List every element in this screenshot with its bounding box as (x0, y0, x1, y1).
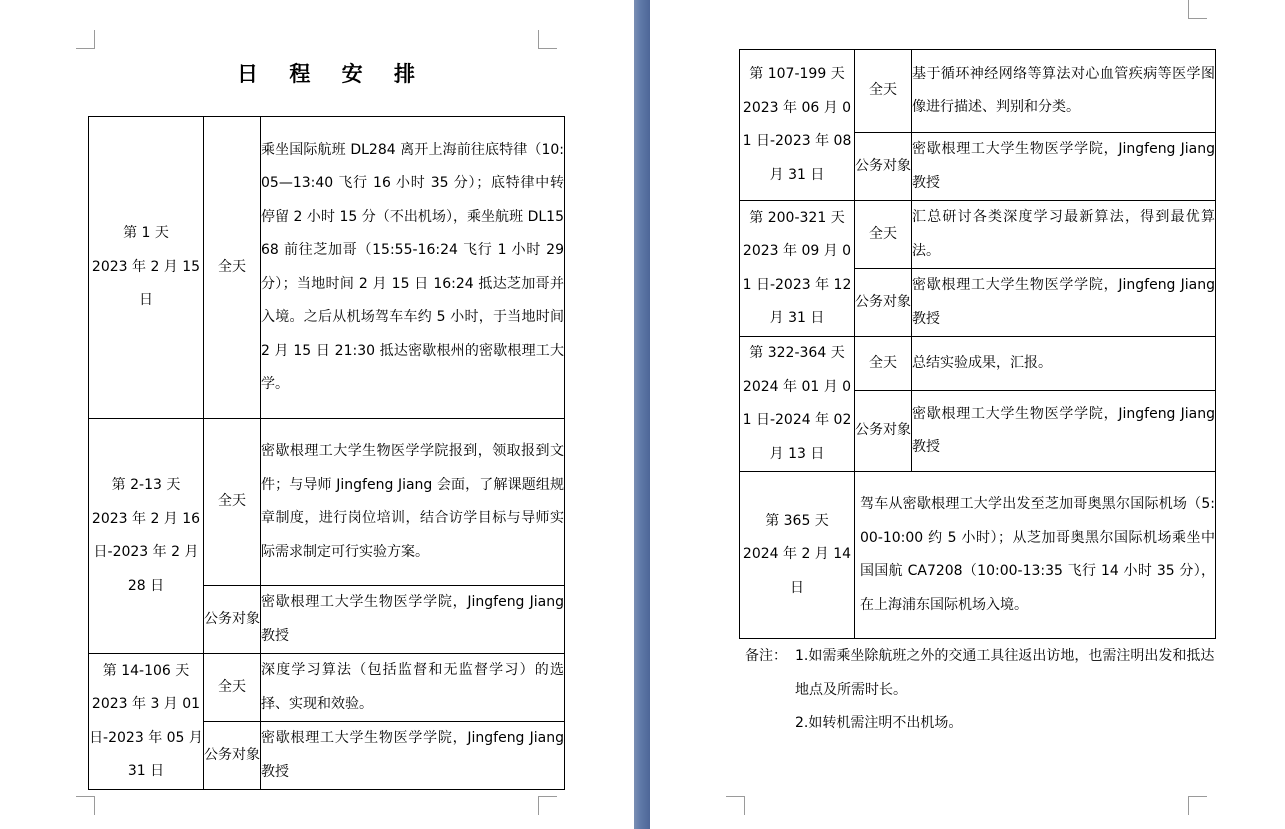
table-row (740, 337, 1216, 391)
day-cell (89, 117, 204, 419)
crop-mark (76, 30, 95, 49)
full-day-content: 乘坐国际航班 DL284 离开上海前往底特律（10:05—13:40 飞行 16 小时 35 分）；底特律中转停留 2 小时 15 分（不出机场），乘坐航班 DL1568 前往芝加哥（15:55-16:24 飞行 1 小时 29 分）；当地时间 2 月 15 日 16:24 抵达芝加哥并入境。之后从机场驾车车约 5 小时，于当地时间 2 月 15 日 21:30 抵达密歇根州的密歇根理工大学。 (261, 117, 565, 419)
label-official-contact: 公务对象 (855, 269, 912, 337)
label-full-day: 全天 (204, 654, 261, 722)
day-range: 第 1 天 (123, 225, 169, 242)
crop-mark (1188, 0, 1207, 19)
full-day-content: 基于循环神经网络等算法对心血管疾病等医学图像进行描述、判别和分类。 (912, 50, 1216, 133)
day-range: 第 322-364 天 (749, 345, 845, 361)
note-text: 1.如需乘坐除航班之外的交通工具往返出访地，也需注明出发和抵达地点及所需时长。 (795, 648, 1215, 698)
full-day-content: 总结实验成果，汇报。 (912, 337, 1216, 391)
document-title: 日 程 安 排 (237, 62, 427, 86)
label-official-contact: 公务对象 (855, 391, 912, 472)
crop-mark (538, 796, 557, 815)
full-day-content: 深度学习算法（包括监督和无监督学习）的选择、实现和效验。 (261, 654, 565, 722)
label-full-day: 全天 (855, 50, 912, 133)
day-cell (89, 419, 204, 654)
page-divider (634, 0, 650, 829)
crop-mark (538, 30, 557, 49)
day-range: 第 14-106 天 (102, 662, 190, 679)
label-full-day: 全天 (855, 201, 912, 269)
crop-mark (1188, 796, 1207, 815)
official-contact-content: 密歇根理工大学生物医学学院，Jingfeng Jiang 教授 (912, 269, 1216, 337)
official-contact-content: 密歇根理工大学生物医学学院，Jingfeng Jiang 教授 (261, 586, 565, 654)
day-cell (740, 201, 855, 337)
day-cell (740, 50, 855, 201)
note-item: 2.如转机需注明不出机场。 (795, 715, 963, 731)
label-full-day: 全天 (204, 117, 261, 419)
crop-mark (76, 796, 95, 815)
crop-mark (726, 796, 745, 815)
date-range: 2023 年 2 月 15 日 (91, 258, 201, 309)
date-range: 2024 年 2 月 14 日 (742, 546, 852, 596)
notes-label: 备注： (745, 648, 787, 664)
day-cell (740, 472, 855, 639)
label-official-contact: 公务对象 (204, 722, 261, 790)
notes-section (745, 640, 1215, 741)
schedule-table-left (88, 116, 565, 790)
full-day-content: 汇总研讨各类深度学习最新算法，得到最优算法。 (912, 201, 1216, 269)
official-contact-content: 密歇根理工大学生物医学学院，Jingfeng Jiang 教授 (912, 133, 1216, 201)
day-cell (740, 337, 855, 472)
official-contact-content: 密歇根理工大学生物医学学院，Jingfeng Jiang 教授 (261, 722, 565, 790)
date-range: 2023 年 09 月 01 日-2023 年 12 月 31 日 (742, 243, 852, 326)
table-row (740, 472, 1216, 639)
page-left (0, 0, 634, 829)
date-range: 2024 年 01 月 01 日-2024 年 02 月 13 日 (742, 378, 852, 462)
label-official-contact: 公务对象 (855, 133, 912, 201)
day-range: 第 365 天 (765, 512, 829, 529)
full-day-content: 密歇根理工大学生物医学学院报到，领取报到文件；与导师 Jingfeng Jiang 会面，了解课题组规章制度，进行岗位培训，结合访学目标与导师实际需求制定可行实验方案。 (261, 419, 565, 586)
day-range: 第 2-13 天 (111, 477, 181, 493)
note-item (745, 640, 1215, 707)
schedule-table-right (739, 49, 1216, 639)
date-range: 2023 年 3 月 01 日-2023 年 05 月 31 日 (89, 696, 203, 779)
label-full-day: 全天 (204, 419, 261, 586)
table-row (89, 117, 565, 419)
table-row (89, 654, 565, 722)
date-range: 2023 年 2 月 16 日-2023 年 2 月 28 日 (91, 510, 201, 594)
date-range: 2023 年 06 月 01 日-2023 年 08 月 31 日 (742, 99, 852, 183)
official-contact-content: 密歇根理工大学生物医学学院，Jingfeng Jiang 教授 (912, 391, 1216, 472)
table-row (740, 201, 1216, 269)
day-range: 第 200-321 天 (749, 209, 845, 226)
table-row (740, 50, 1216, 133)
day-range: 第 107-199 天 (749, 66, 845, 82)
full-day-content: 驾车从密歇根理工大学出发至芝加哥奥黑尔国际机场（5:00-10:00 约 5 小时）；从芝加哥奥黑尔国际机场乘坐中国国航 CA7208（10:00-13:35 飞行 14 小时 35 分），在上海浦东国际机场入境。 (855, 472, 1216, 639)
table-row (89, 419, 565, 586)
label-full-day: 全天 (855, 337, 912, 391)
day-cell (89, 654, 204, 790)
label-official-contact: 公务对象 (204, 586, 261, 654)
